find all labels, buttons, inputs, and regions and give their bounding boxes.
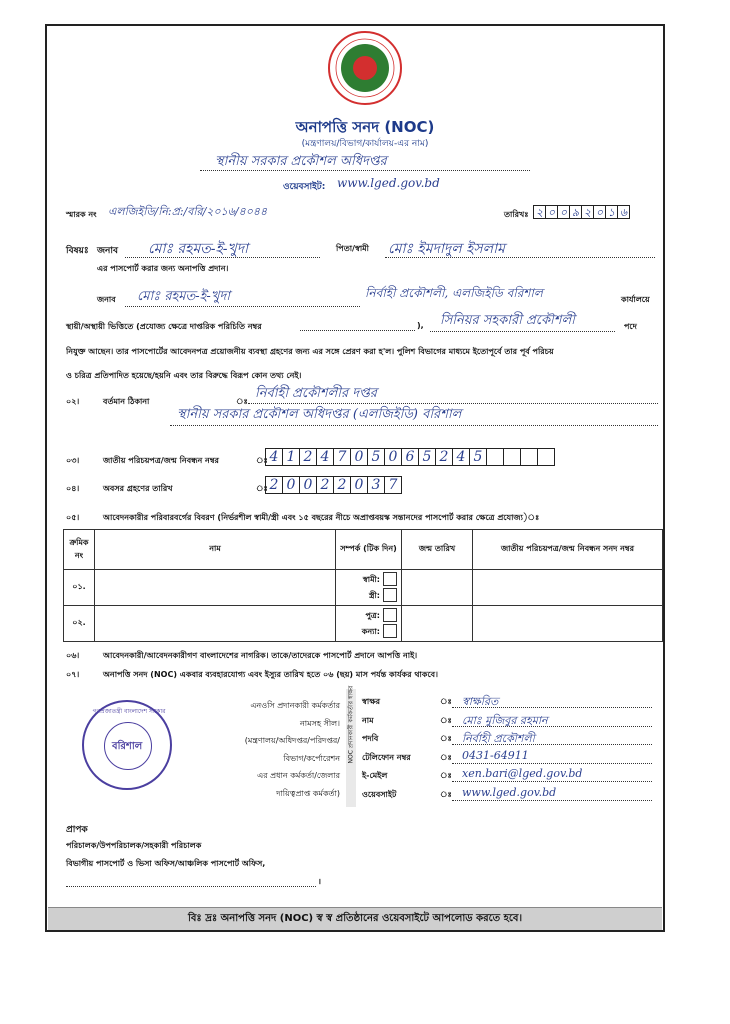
pade-label: পদে [624, 322, 637, 331]
signatory-field-label: নাম [362, 715, 374, 725]
row-name[interactable] [95, 606, 336, 642]
digit-box[interactable]: 2 [299, 448, 317, 466]
signatory-field-label: টেলিফোন নম্বর [362, 752, 411, 762]
item6-number: ০৬। [66, 651, 80, 660]
signatory-field-colon: ঃ [440, 771, 452, 780]
item5-number: ০৫। [66, 513, 80, 522]
row-name[interactable] [95, 570, 336, 606]
subject-name-line [125, 257, 320, 258]
digit-box[interactable]: 0 [350, 476, 368, 494]
office-name: স্থানীয় সরকার প্রকৌশল অধিদপ্তর [215, 154, 387, 169]
row-serial: ০১. [64, 570, 95, 606]
row-relation [336, 570, 402, 606]
signatory-field-value: xen.bari@lged.gov.bd [462, 767, 583, 780]
body-line3: নিযুক্ত আছেন। তার পাসপোর্টের আবেদনপত্র প্রয়োজনীয় ব্যবস্থা গ্রহণের জন্য এর সঙ্গে প্রেরণ করা হ'ল। পুলিশ বিভাগের মাধ্যমে ইতোপূর্বে তার পূর্ব পরিচয় [66, 347, 554, 356]
item6-text: আবেদনকারী/আবেদনকারীগণ বাংলাদেশের নাগরিক। তাকে/তাদেরকে পাসপোর্ট প্রদানে আপত্তি নাই। [103, 651, 418, 660]
nid-boxes [265, 448, 554, 466]
memo-label: স্মারক নং [66, 210, 97, 219]
table-row [64, 570, 663, 606]
government-emblem-icon [327, 30, 403, 106]
col-nid: জাতীয় পরিচয়পত্র/জন্ম নিবন্ধন সনদ নম্বর [473, 530, 663, 570]
comma-mark: ), [417, 321, 424, 330]
father-name: মোঃ ইমদাদুল ইসলাম [388, 241, 505, 257]
daughter-checkbox[interactable] [383, 624, 397, 638]
signatory-field-line [452, 744, 652, 745]
father-label: পিতা/স্বামী [336, 244, 369, 253]
document-subtitle: (মন্ত্রণালয়/বিভাগ/কার্যালয়-এর নাম) [301, 139, 429, 149]
office-seal [82, 700, 172, 790]
signatory-field-value: স্বাক্ষরিত [462, 695, 499, 708]
signatory-field-row [362, 767, 662, 786]
signatory-field-label: পদবি [362, 734, 379, 743]
office-name-line [200, 170, 530, 171]
digit-box[interactable]: 1 [282, 448, 300, 466]
digit-box[interactable]: 7 [333, 448, 351, 466]
digit-box[interactable]: 0 [384, 448, 402, 466]
son-checkbox[interactable] [383, 608, 397, 622]
husband-checkbox[interactable] [383, 572, 397, 586]
digit-box[interactable]: 7 [384, 476, 402, 494]
signatory-field-label: ই-মেইল [362, 771, 388, 780]
recipient-line1: পরিচালক/উপপরিচালক/সহকারী পরিচালক [66, 841, 202, 850]
date-boxes [533, 205, 629, 219]
digit-box[interactable] [520, 448, 538, 466]
signatory-field-colon: ঃ [440, 752, 452, 762]
signatory-field-row [362, 749, 662, 768]
signatory-left-5: এর প্রধান কর্মকর্তা/জেলার [257, 771, 340, 780]
signatory-field-label: ওয়েবসাইট [362, 789, 397, 799]
col-relation: সম্পর্ক (টিক দিন) [336, 530, 402, 570]
digit-box[interactable]: 4 [265, 448, 283, 466]
family-table [63, 529, 663, 642]
address-line2: স্থানীয় সরকার প্রকৌশল অধিদপ্তর (এলজিইডি) বরিশাল [177, 407, 462, 422]
digit-box[interactable]: 6 [401, 448, 419, 466]
recipient-line2: বিভাগীয় পাসপোর্ট ও ভিসা অফিস/আঞ্চলিক পাসপোর্ট অফিস, [66, 859, 266, 868]
signatory-field-row [362, 693, 662, 712]
digit-box[interactable] [537, 448, 555, 466]
signatory-field-line [452, 763, 652, 764]
digit-box[interactable]: ২ [533, 205, 546, 219]
row-dob[interactable] [402, 606, 473, 642]
signatory-field-colon: ঃ [440, 715, 452, 725]
row-dob[interactable] [402, 570, 473, 606]
body-name-line [125, 306, 360, 307]
digit-box[interactable]: 2 [316, 476, 334, 494]
item4-number: ০৪। [66, 484, 80, 493]
table-row [64, 606, 663, 642]
footer-note: বিঃ দ্রঃ অনাপত্তি সনদ (NOC) স্ব স্ব প্রতিষ্ঠানের ওয়েবসাইটে আপলোড করতে হবে। [48, 907, 662, 930]
relation-daughter-label: কন্যা: [361, 626, 380, 636]
body-name: মোঃ রহমত-ই-খুদা [137, 289, 230, 304]
signatory-field-colon: ঃ [440, 697, 452, 706]
row-serial: ০২. [64, 606, 95, 642]
memo-value: এলজিইডি/নি:প্র:/বরি/২০১৬/৪০৪৪ [108, 205, 268, 218]
digit-box[interactable]: ১ [605, 205, 618, 219]
wife-checkbox[interactable] [383, 588, 397, 602]
signatory-left-6: দায়িত্বপ্রাপ্ত কর্মকর্তা) [276, 788, 340, 798]
family-label: আবেদনকারীর পরিবারবর্গের বিবরণ (নির্ভরশীল স্বামী/স্ত্রী এবং ১৫ বছরের নীচে অপ্রাপ্তবয়স্ক সন্তানদের পাসপোর্ট করার ক্ষেত্রে প্রযোজ্য)ঃ [103, 513, 540, 522]
retire-colon: ঃ [256, 484, 268, 493]
retire-label: অবসর গ্রহণের তারিখ [103, 484, 173, 493]
col-serial: ক্রমিক নং [64, 530, 95, 570]
digit-box[interactable]: ০ [557, 205, 570, 219]
nid-colon: ঃ [256, 456, 268, 465]
vertical-signature-label: NOC প্রদানকারী কর্মকর্তার স্বাক্ষর [347, 685, 355, 764]
father-name-line [385, 257, 655, 258]
digit-box[interactable]: 3 [367, 476, 385, 494]
address-colon: ঃ [236, 397, 248, 406]
seal-text: বরিশাল [112, 741, 143, 752]
signatory-field-value: www.lged.gov.bd [462, 785, 557, 799]
digit-box[interactable]: 4 [452, 448, 470, 466]
body-office: নির্বাহী প্রকৌশলী, এলজিইডি বরিশাল [365, 286, 543, 300]
col-dob: জন্ম তারিখ [402, 530, 473, 570]
digit-box[interactable]: 0 [299, 476, 317, 494]
digit-box[interactable]: 0 [350, 448, 368, 466]
website-value: www.lged.gov.bd [337, 176, 440, 190]
item2-number: ০২। [66, 397, 80, 406]
signatory-field-row [362, 730, 662, 749]
row-nid[interactable] [473, 606, 663, 642]
digit-box[interactable]: 2 [265, 476, 283, 494]
nid-label: জাতীয় পরিচয়পত্র/জন্ম নিবন্ধন নম্বর [103, 456, 219, 465]
digit-box[interactable]: 5 [367, 448, 385, 466]
recipient-line3 [66, 886, 316, 887]
digit-box[interactable] [486, 448, 504, 466]
date-label: তারিখঃ [504, 210, 529, 219]
subject-janab: জনাব [97, 246, 119, 256]
signatory-fields [362, 693, 662, 804]
address-line2-rule [170, 425, 658, 426]
website-label: ওয়েবসাইট: [283, 182, 326, 192]
retire-boxes [265, 476, 401, 494]
recipient-label: প্রাপক [66, 825, 88, 835]
signatory-left-block [200, 697, 340, 802]
address-label: বর্তমান ঠিকানা [103, 397, 150, 406]
seal-ring-text: গণপ্রজাতন্ত্রী বাংলাদেশ সরকার [92, 708, 166, 715]
signatory-field-value: নির্বাহী প্রকৌশলী [462, 732, 535, 745]
digit-box[interactable]: 4 [316, 448, 334, 466]
signatory-field-colon: ঃ [440, 789, 452, 799]
signatory-field-row [362, 712, 662, 731]
item7-text: অনাপত্তি সনদ (NOC) একবার ব্যবহারযোগ্য এবং ইস্যুর তারিখ হতে ০৬ (ছয়) মাস পর্যন্ত কার্যকর থাকবে। [103, 670, 438, 679]
digit-box[interactable]: 5 [418, 448, 436, 466]
digit-box[interactable]: 5 [469, 448, 487, 466]
designation: সিনিয়র সহকারী প্রকৌশলী [440, 313, 575, 328]
signatory-left-1: এনওসি প্রদানকারী কর্মকর্তার [250, 701, 340, 710]
item7-number: ০৭। [66, 670, 80, 679]
subject-line2: এর পাসপোর্ট করার জন্য অনাপত্তি প্রদান। [97, 264, 229, 273]
relation-husband-label: স্বামী: [362, 574, 380, 584]
digit-box[interactable] [503, 448, 521, 466]
body-line4: ও চরিত্র প্রতিপাদিত হয়েছে/হয়নি এবং তার বিরুদ্ধে বিরূপ কোন তথ্য নেই। [66, 371, 302, 380]
row-nid[interactable] [473, 570, 663, 606]
col-name: নাম [95, 530, 336, 570]
digit-box[interactable]: 0 [282, 476, 300, 494]
signatory-field-line [452, 707, 652, 708]
signatory-field-colon: ঃ [440, 734, 452, 743]
body-line2: স্থায়ী/অস্থায়ী ভিত্তিতে (প্রযোজ্য ক্ষেত্রে দাপ্তরিক পরিচিতি নম্বর [66, 322, 262, 331]
karjalaye-label: কার্যালয়ে [621, 295, 650, 304]
address-line1-rule [248, 403, 658, 404]
signatory-left-4: বিভাগ/কর্পোরেশন [283, 753, 340, 763]
signatory-field-line [452, 726, 652, 727]
signatory-left-2: নামসহ সীল। [300, 718, 340, 728]
digit-box[interactable]: 2 [435, 448, 453, 466]
digit-box[interactable]: 2 [333, 476, 351, 494]
item3-number: ০৩। [66, 456, 80, 465]
id-number-line [300, 330, 415, 331]
digit-box[interactable]: ০ [593, 205, 606, 219]
designation-line [430, 331, 615, 332]
signatory-field-row [362, 786, 662, 805]
vertical-signature-text [346, 685, 357, 764]
relation-wife-label: স্ত্রী: [369, 590, 380, 600]
body-janab: জনাব [97, 295, 116, 304]
signatory-field-label: স্বাক্ষর [362, 697, 381, 706]
digit-box[interactable]: ৬ [617, 205, 630, 219]
signatory-field-line [452, 800, 652, 801]
family-table-header [64, 530, 663, 570]
signatory-field-value: মোঃ মুজিবুর রহমান [462, 713, 548, 727]
address-line1: নির্বাহী প্রকৌশলীর দপ্তর [255, 386, 377, 401]
subject-label: বিষয়ঃ [66, 246, 89, 256]
recipient-end-mark: । [318, 877, 322, 886]
signatory-field-line [452, 781, 652, 782]
relation-son-label: পুত্র: [365, 610, 380, 620]
digit-box[interactable]: ২ [581, 205, 594, 219]
document-title: অনাপত্তি সনদ (NOC) [295, 118, 435, 136]
subject-name: মোঃ রহমত-ই-খুদা [148, 241, 249, 257]
digit-box[interactable]: ৯ [569, 205, 582, 219]
row-relation [336, 606, 402, 642]
signatory-field-value: 0431-64911 [462, 748, 529, 762]
signatory-left-3: (মন্ত্রণালয়/অধিদপ্তর/পরিদপ্তর/ [244, 736, 340, 745]
digit-box[interactable]: ০ [545, 205, 558, 219]
